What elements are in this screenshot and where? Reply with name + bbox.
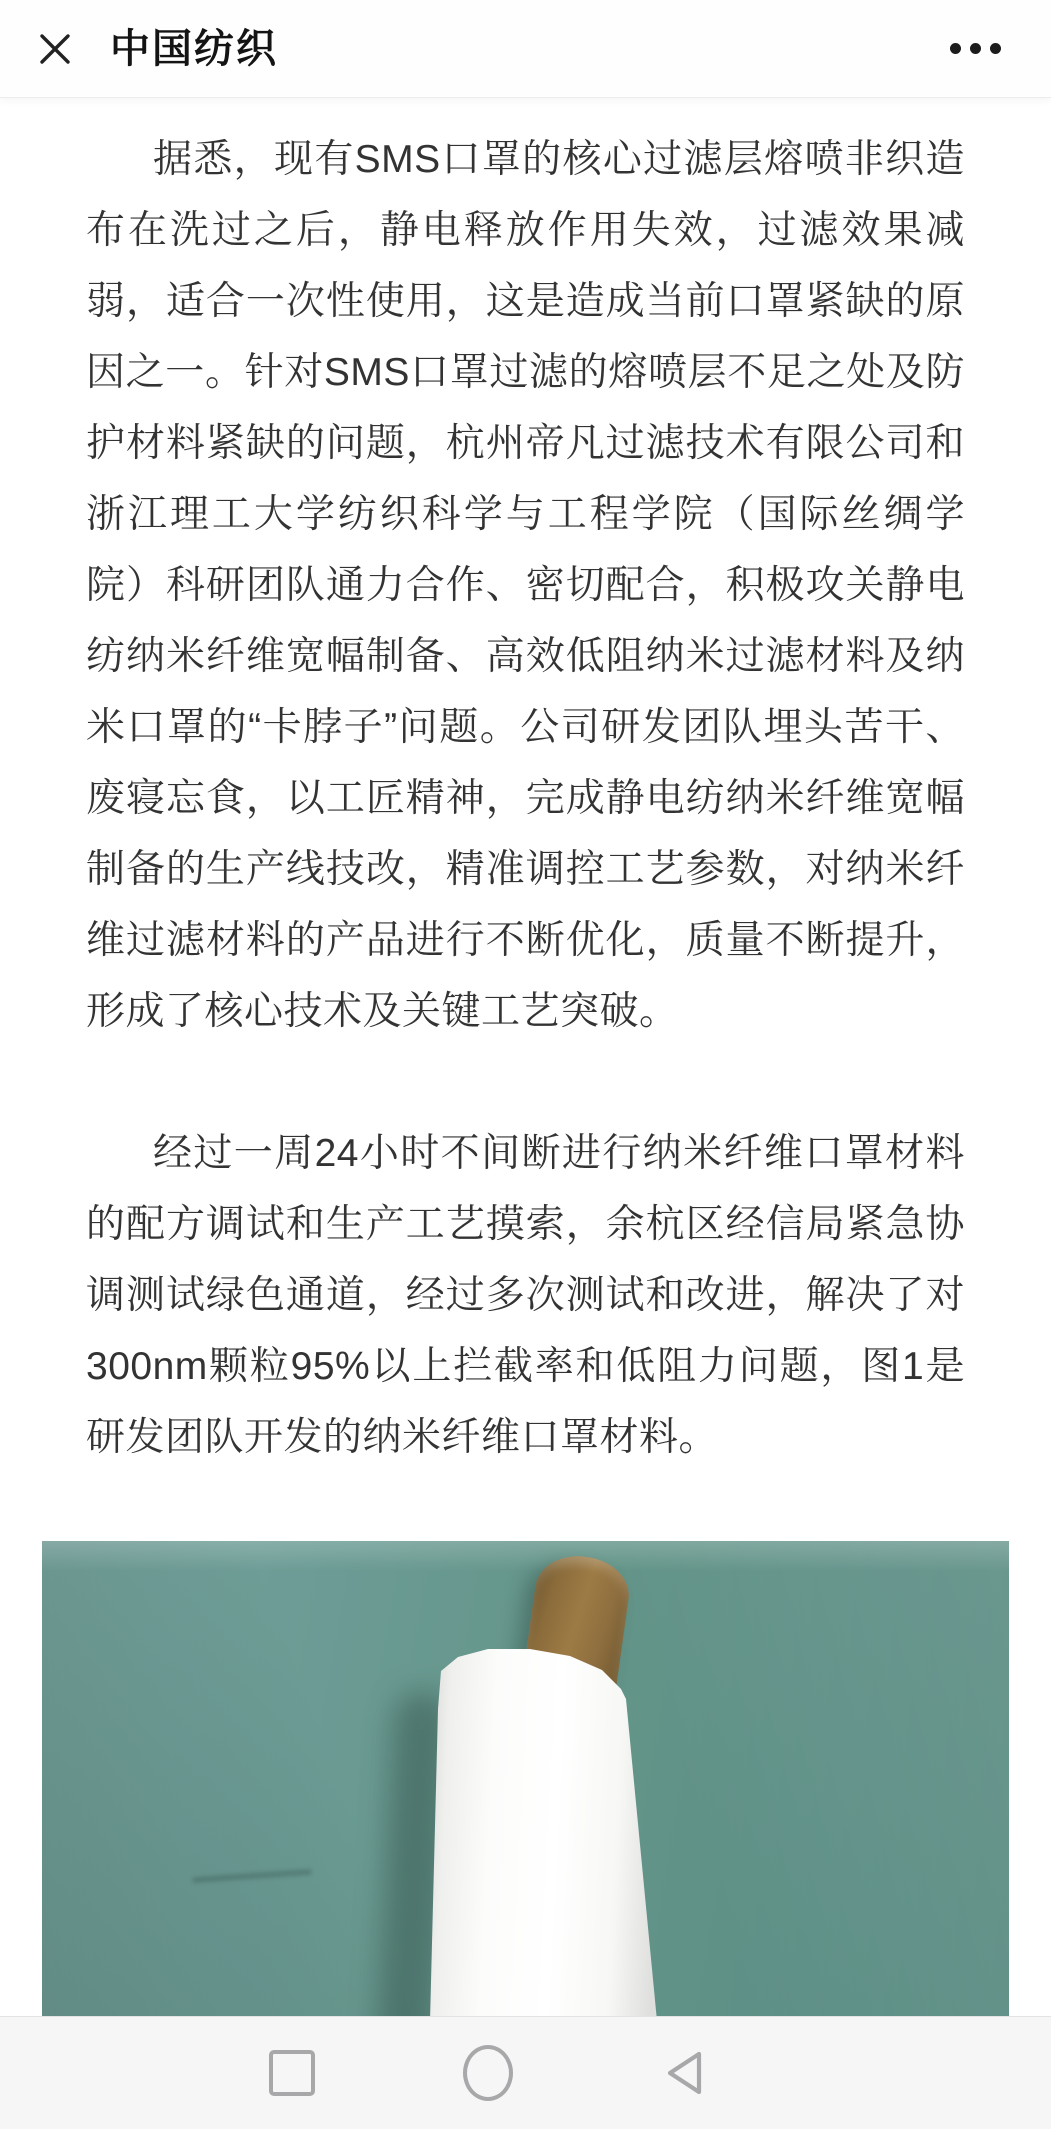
article-paragraph-2: 经过一周24小时不间断进行纳米纤维口罩材料的配方调试和生产工艺摸索，余杭区经信局紧急协调测试绿色通道，经过多次测试和改进，解决了对300nm颗粒95%以上拦截率和低阻力问题，图1是研发团队开发的纳米纤维口罩材料。 xyxy=(86,1132,965,1459)
back-triangle-icon xyxy=(661,2047,707,2099)
white-nanofiber-roll xyxy=(430,1649,657,2017)
article-paragraph-1: 据悉，现有SMS口罩的核心过滤层熔喷非织造布在洗过之后，静电释放作用失效，过滤效果减弱，适合一次性使用，这是造成当前口罩紧缺的原因之一。针对SMS口罩过滤的熔喷层不足之处及防护材料紧缺的问题，杭州帝凡过滤技术有限公司和浙江理工大学纺织科学与工程学院（国际丝绸学院）科研团队通力合作、密切配合，积极攻关静电纺纳米纤维宽幅制备、高效低阻纳米过滤材料及纳米口罩的“卡脖子”问题。公司研发团队埋头苦干、废寝忘食，以工匠精神，完成静电纺纳米纤维宽幅制备的生产线技改，精准调控工艺参数，对纳米纤维过滤材料的产品进行不断优化，质量不断提升，形成了核心技术及关键工艺突破。 xyxy=(86,138,965,1033)
home-button[interactable] xyxy=(463,2045,513,2101)
ellipsis-dot xyxy=(950,43,961,54)
page-title: 中国纺织 xyxy=(110,26,278,71)
home-circle-icon xyxy=(463,2045,513,2101)
more-menu-button[interactable] xyxy=(950,29,1001,69)
navbar-icon-row xyxy=(269,2045,707,2101)
recents-square-icon xyxy=(269,2050,315,2096)
android-navbar xyxy=(0,2016,1051,2129)
figure-1-photo[interactable] xyxy=(42,1541,1009,2017)
article-body xyxy=(0,98,1051,1541)
recents-button[interactable] xyxy=(269,2050,315,2096)
close-button[interactable] xyxy=(36,30,74,68)
ellipsis-dot xyxy=(990,43,1001,54)
table-scratch-mark xyxy=(192,1869,312,1883)
header-bar xyxy=(0,0,1051,98)
close-icon xyxy=(36,30,74,68)
ellipsis-dot xyxy=(970,43,981,54)
back-button[interactable] xyxy=(661,2047,707,2099)
